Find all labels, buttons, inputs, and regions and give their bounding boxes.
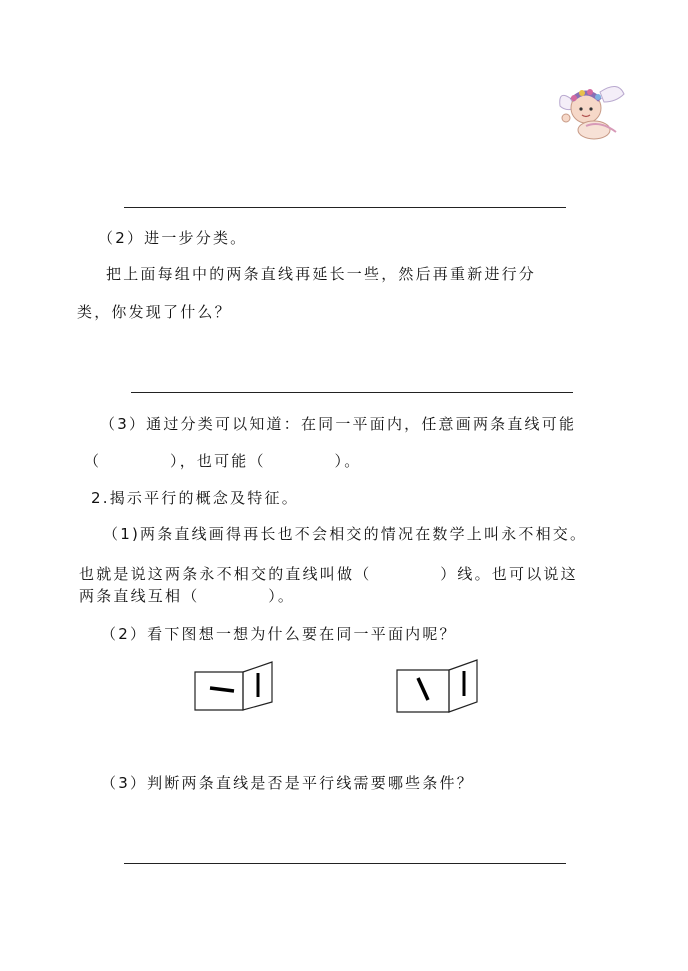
- folded-card-figure-1: [192, 656, 278, 714]
- s2-p2: （2）看下图想一想为什么要在同一平面内呢？: [101, 625, 457, 643]
- q3-line1: （3）通过分类可以知道：在同一平面内，任意画两条直线可能: [100, 415, 577, 433]
- q2-body-line1: 把上面每组中的两条直线再延长一些，然后再重新进行分: [106, 265, 537, 283]
- s2-p1-line1: （1)两条直线画得再长也不会相交的情况在数学上叫永不相交。: [103, 525, 588, 543]
- section2-title: 2.揭示平行的概念及特征。: [91, 489, 299, 507]
- s2-p1-line3: 两条直线互相（ ）。: [79, 587, 296, 605]
- answer-line-3: [124, 863, 566, 864]
- answer-line-1: [124, 207, 566, 208]
- q2-body-line2: 类，你发现了什么？: [77, 303, 232, 321]
- q2-title: （2）进一步分类。: [98, 229, 248, 247]
- q3-line2: （ ），也可能（ ）。: [84, 452, 362, 470]
- answer-line-2: [131, 392, 573, 393]
- folded-card-figure-2: [393, 656, 483, 716]
- s2-p3: （3）判断两条直线是否是平行线需要哪些条件？: [101, 774, 474, 792]
- cherub-illustration: [556, 80, 626, 142]
- s2-p1-line2: 也就是说这两条永不相交的直线叫做（ ）线。也可以说这: [79, 565, 578, 583]
